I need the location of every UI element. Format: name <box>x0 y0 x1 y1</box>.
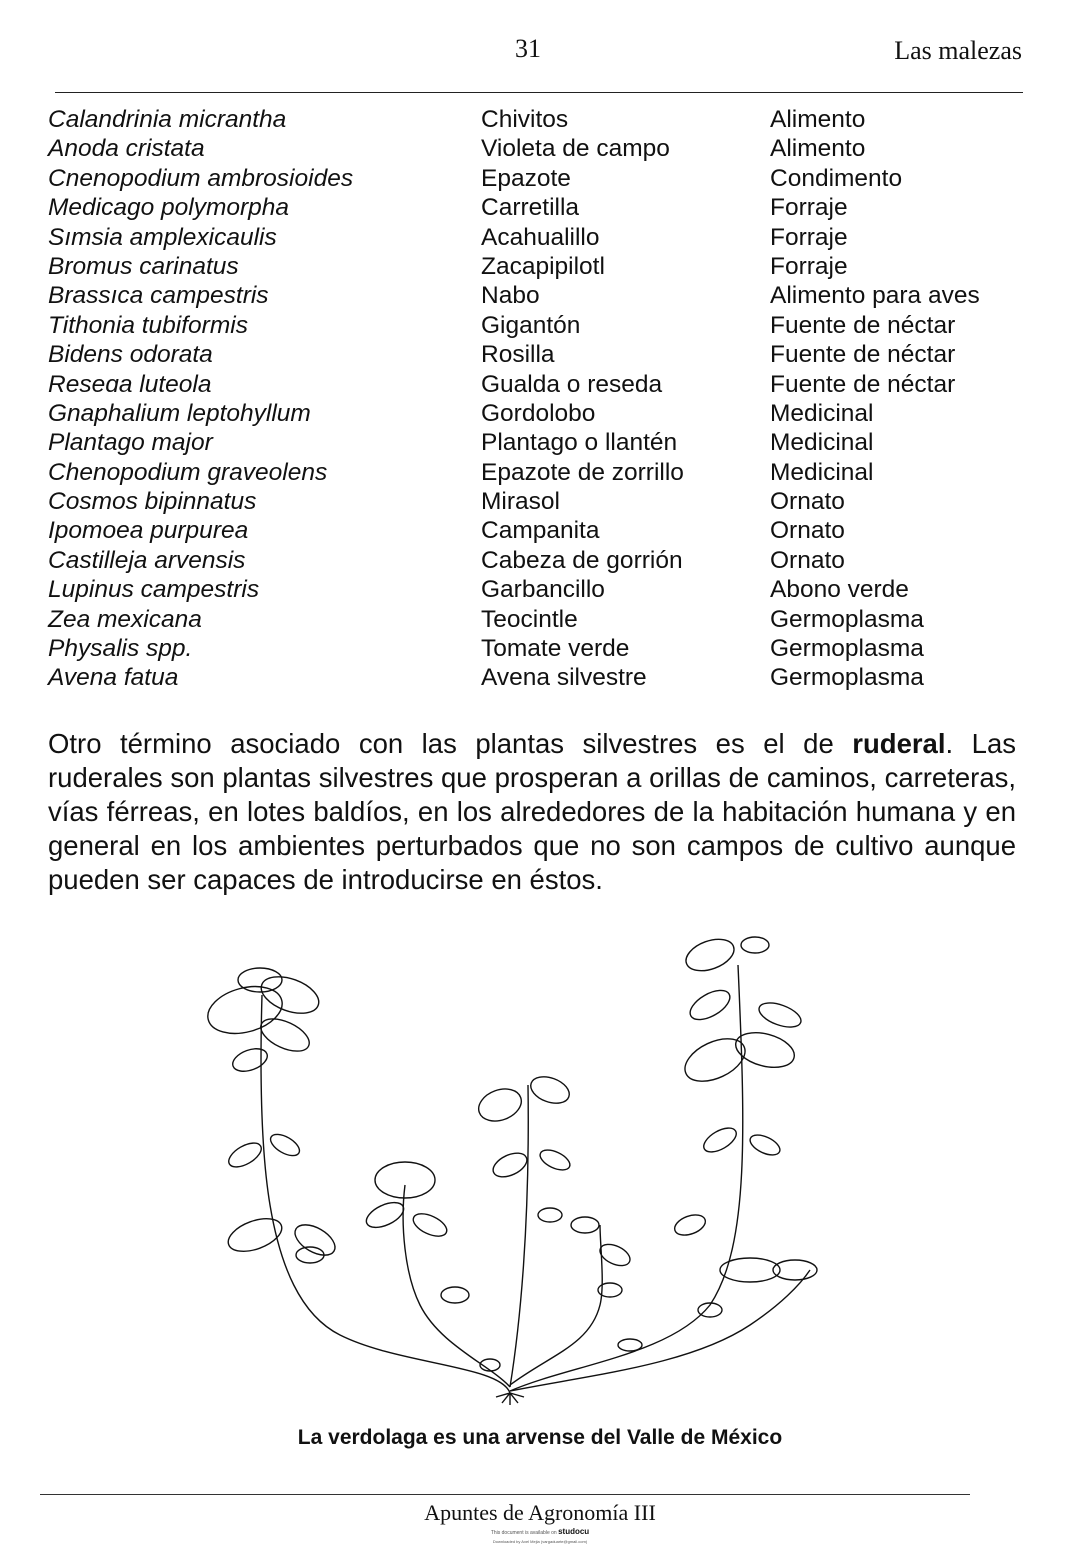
scientific-name: Avena fatua <box>48 664 179 692</box>
leaf-cluster-center <box>474 1072 573 1222</box>
paragraph-text-end: . Las ruderales son plantas silvestres que prosperan a orillas de caminos, carreteras, vías férreas, en lotes baldíos, en los alrededores de la habitación humana y en general en los ambientes perturbados que no son campos de cultivo aunque pueden ser capaces de introducirse en éstos. <box>48 728 1016 895</box>
footer-available-text: This document is available on <box>490 1530 557 1536</box>
common-name: Cabeza de gorrión <box>481 546 683 574</box>
scientific-name: Chenopodium graveolens <box>48 458 328 486</box>
paragraph-keyword-ruderal: ruderal <box>852 728 946 759</box>
figure-caption: La verdolaga es una arvense del Valle de México <box>297 1426 783 1449</box>
common-name: Nabo <box>481 282 540 310</box>
plant-use: Ornato <box>770 517 845 545</box>
common-name: Violeta de campo <box>481 135 670 163</box>
root <box>496 1393 524 1405</box>
common-name: Epazote de zorrillo <box>481 458 684 486</box>
plant-use: Alimento <box>770 106 866 133</box>
scientific-name: Cosmos bipinnatus <box>48 488 257 516</box>
plant-use: Ornato <box>770 488 845 516</box>
plant-use: Abono verde <box>770 576 909 604</box>
plant-use: Fuente de néctar <box>770 311 956 339</box>
plant-row <box>48 488 1028 517</box>
scientific-name: Bromus carinatus <box>48 252 239 280</box>
scientific-name: Lupinus campestris <box>48 576 260 604</box>
scientific-name: Physalis spp. <box>48 635 193 663</box>
common-name: Gordolobo <box>481 399 596 427</box>
common-name: Acahualillo <box>481 223 600 251</box>
plant-row <box>48 194 1028 223</box>
plant-use: Fuente de néctar <box>770 370 956 398</box>
stem-center <box>510 1085 528 1387</box>
common-name: Epazote <box>481 164 571 192</box>
plant-use: Alimento para aves <box>770 282 980 310</box>
common-name: Tomate verde <box>481 635 630 663</box>
scientific-name: Anoda cristata <box>48 135 205 163</box>
plant-use: Alimento <box>770 135 866 163</box>
plant-use: Medicinal <box>770 429 874 457</box>
scientific-name: Gnaphalium leptohyllum <box>48 399 311 427</box>
scientific-name: Cnenopodium ambrosioides <box>48 164 354 192</box>
stem-right-2 <box>510 1225 602 1385</box>
stem-right-low <box>510 1270 810 1391</box>
scientific-name: Bidens odorata <box>48 341 213 369</box>
paragraph-text-start: Otro término asociado con las plantas silvestres es el de <box>48 728 853 759</box>
scientific-name: Plantago major <box>48 429 213 457</box>
footer-downloaded-by: Downloaded by Axel Mejia (vargaduarte@gmail.com) <box>492 1539 588 1544</box>
plant-use: Condimento <box>770 164 903 192</box>
header-rule <box>55 92 1023 93</box>
common-name: Carretilla <box>481 194 580 222</box>
plant-row <box>48 282 1028 311</box>
scientific-name: Tithonia tubiformis <box>48 311 248 339</box>
leaf-cluster-top-left <box>203 968 324 1076</box>
running-header-title: Las malezas <box>894 36 1022 65</box>
common-name: Avena silvestre <box>481 664 647 692</box>
scientific-name: Zea mexicana <box>48 605 202 633</box>
plant-row <box>48 312 1028 341</box>
plant-row <box>48 606 1028 635</box>
plant-row <box>48 165 1028 194</box>
plant-row <box>48 371 1028 400</box>
leaf-cluster-mid-left <box>224 1130 340 1261</box>
purslane-illustration <box>190 925 840 1410</box>
common-name: Teocintle <box>481 605 578 633</box>
scientific-name: Calandrinia micrantha <box>48 106 287 133</box>
scientific-name: Reseɑa luteola <box>48 370 212 398</box>
footer-rule <box>40 1494 970 1495</box>
plant-use: Germoplasma <box>770 664 924 692</box>
page-number: 31 <box>515 34 541 63</box>
common-name: Mirasol <box>481 488 560 516</box>
plant-use: Medicinal <box>770 458 874 486</box>
plant-row <box>48 106 1028 135</box>
leaf-cluster-lower <box>296 1247 642 1371</box>
plant-row <box>48 576 1028 605</box>
plant-row <box>48 517 1028 546</box>
plant-use: Germoplasma <box>770 635 924 663</box>
plant-use: Medicinal <box>770 399 874 427</box>
leaf-cluster-center-right <box>571 1217 633 1297</box>
footer-title: Apuntes de Agronomía III <box>424 1500 656 1525</box>
body-paragraph <box>48 727 1016 897</box>
plant-row <box>48 135 1028 164</box>
plant-use: Forraje <box>770 223 848 251</box>
plant-row <box>48 547 1028 576</box>
common-name: Garbancillo <box>481 576 605 604</box>
plant-use: Forraje <box>770 194 848 222</box>
common-name: Zacapipilotl <box>481 252 605 280</box>
plant-row <box>48 400 1028 429</box>
common-name: Chivitos <box>481 106 569 133</box>
common-name: Gigantón <box>481 311 581 339</box>
scientific-name: Sımsia amplexicaulis <box>48 223 277 251</box>
plant-row <box>48 635 1028 664</box>
plant-use: Forraje <box>770 252 848 280</box>
plant-row <box>48 459 1028 488</box>
leaf-cluster-center-left <box>363 1162 469 1303</box>
stem-left-2 <box>403 1185 510 1387</box>
common-name: Campanita <box>481 517 600 545</box>
plant-table <box>48 106 1028 694</box>
stem-right <box>510 965 743 1391</box>
plant-use: Germoplasma <box>770 605 924 633</box>
scientific-name: Castilleja arvensis <box>48 546 246 574</box>
common-name: Rosilla <box>481 341 555 369</box>
plant-row <box>48 429 1028 458</box>
plant-row <box>48 253 1028 282</box>
scientific-name: Medicago polymorpha <box>48 194 290 222</box>
footer-available-line <box>0 1527 1080 1536</box>
plant-use: Ornato <box>770 546 845 574</box>
plant-row <box>48 664 1028 693</box>
common-name: Plantago o llantén <box>481 429 678 457</box>
common-name: Gualda o reseda <box>481 370 663 398</box>
scientific-name: Ipomoea purpurea <box>48 517 249 545</box>
plant-use: Fuente de néctar <box>770 341 956 369</box>
studocu-logo: studocu <box>558 1527 590 1536</box>
plant-row <box>48 341 1028 370</box>
scientific-name: Brassıca campestris <box>48 282 269 310</box>
plant-row <box>48 224 1028 253</box>
